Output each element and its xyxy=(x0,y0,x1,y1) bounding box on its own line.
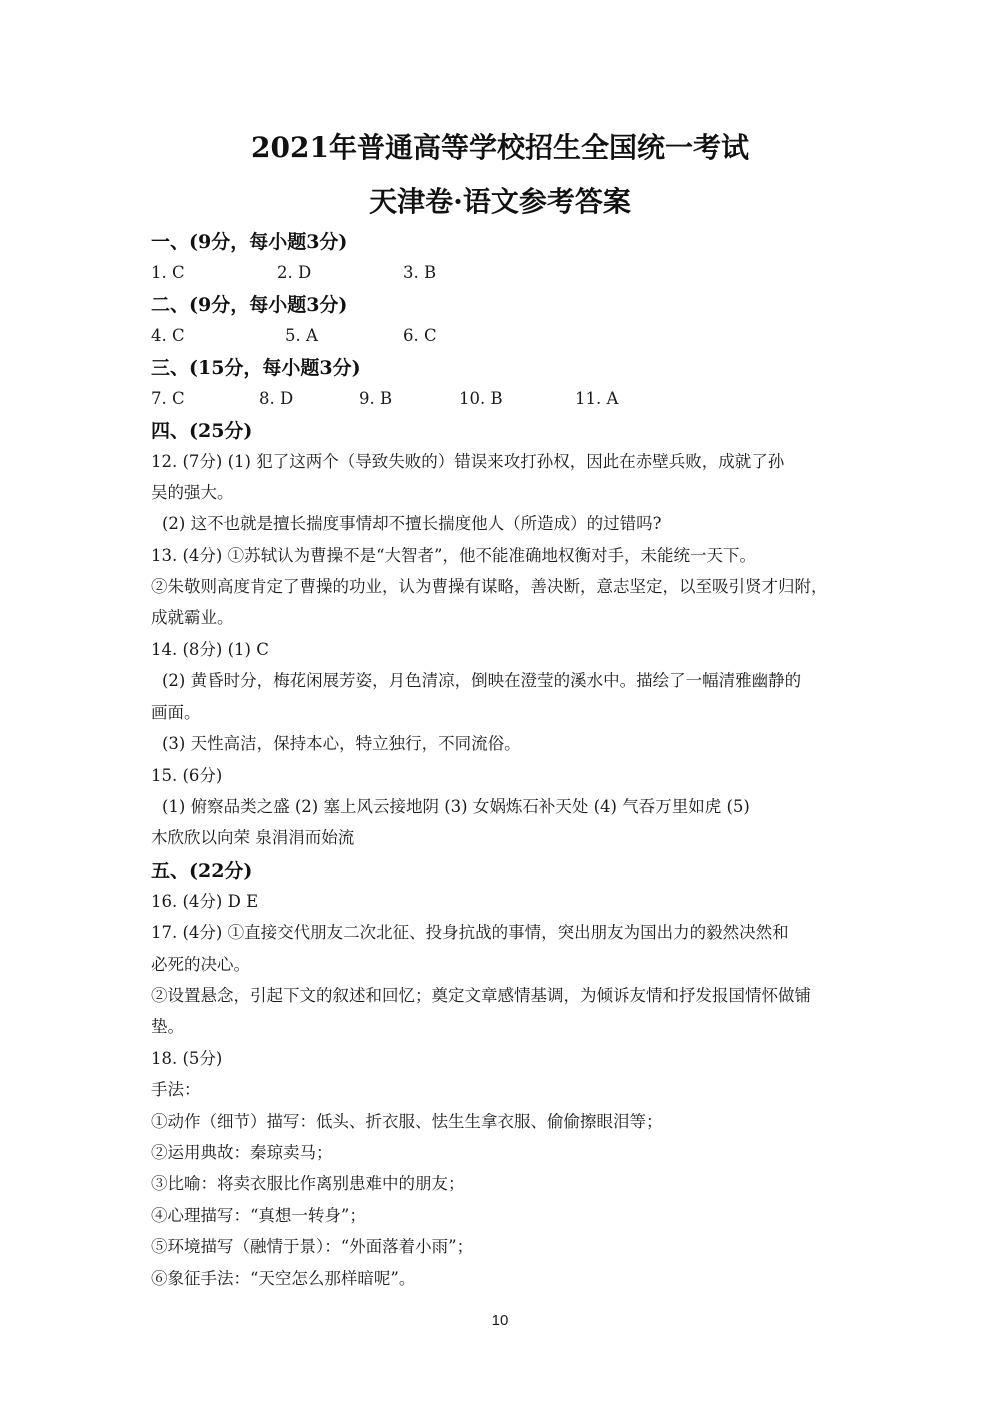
text-line: (2) 这不也就是擅长揣度事情却不擅长揣度他人（所造成）的过错吗? xyxy=(162,514,662,533)
section-heading-2: 二、(9分，每小题3分) xyxy=(151,294,348,316)
text-line: 必死的决心。 xyxy=(151,955,250,974)
section-heading-3: 三、(15分，每小题3分) xyxy=(151,357,361,379)
answer-8: 8. D xyxy=(259,389,294,408)
answer-2: 2. D xyxy=(277,263,312,282)
text-line: ⑥象征手法：“天空怎么那样暗呢”。 xyxy=(151,1269,416,1288)
text-line: 14. (8分) (1) C xyxy=(151,640,269,659)
page-subtitle: 天津卷·语文参考答案 xyxy=(369,185,631,218)
text-line: (3) 天性高洁，保持本心，特立独行，不同流俗。 xyxy=(162,734,521,753)
section-heading-5: 五、(22分) xyxy=(151,860,253,882)
text-line: 垫。 xyxy=(151,1017,184,1036)
text-line: (2) 黄昏时分，梅花闲展芳姿，月色清凉，倒映在澄莹的溪水中。描绘了一幅清雅幽静的 xyxy=(162,671,802,690)
text-line: 吴的强大。 xyxy=(151,483,234,502)
page-title: 2021年普通高等学校招生全国统一考试 xyxy=(251,131,749,164)
text-line: 木欣欣以向荣 泉涓涓而始流 xyxy=(151,828,355,847)
text-line: ②设置悬念，引起下文的叙述和回忆；奠定文章感情基调，为倾诉友情和抒发报国情怀做铺 xyxy=(151,986,811,1005)
text-line: 18. (5分) xyxy=(151,1049,223,1068)
answer-6: 6. C xyxy=(403,326,437,345)
text-line: (1) 俯察品类之盛 (2) 塞上风云接地阴 (3) 女娲炼石补天处 (4) 气吞万里如虎 (5) xyxy=(162,797,750,816)
text-line: 15. (6分) xyxy=(151,766,223,785)
text-line: 12. (7分) (1) 犯了这两个（导致失败的）错误来攻打孙权，因此在赤壁兵败，成就了孙 xyxy=(151,452,785,471)
section-heading-1: 一、(9分，每小题3分) xyxy=(151,231,348,253)
answer-4: 4. C xyxy=(151,326,185,345)
text-line: ②运用典故：秦琼卖马； xyxy=(151,1143,333,1162)
text-line: 成就霸业。 xyxy=(151,608,234,627)
answer-11: 11. A xyxy=(575,389,619,408)
answer-3: 3. B xyxy=(403,263,437,282)
text-line: ①动作（细节）描写：低头、折衣服、怯生生拿衣服、偷偷擦眼泪等； xyxy=(151,1112,663,1131)
page-number: 10 xyxy=(491,1312,509,1329)
answer-9: 9. B xyxy=(359,389,393,408)
answer-7: 7. C xyxy=(151,389,185,408)
text-line: ④心理描写：“真想一转身”； xyxy=(151,1206,366,1225)
answer-10: 10. B xyxy=(459,389,503,408)
text-line: ⑤环境描写（融情于景）：“外面落着小雨”； xyxy=(151,1237,474,1256)
text-line: 画面。 xyxy=(151,703,201,722)
answer-5: 5. A xyxy=(285,326,318,345)
text-line: 16. (4分) D E xyxy=(151,892,259,911)
text-line: 手法： xyxy=(151,1080,201,1099)
section-heading-4: 四、(25分) xyxy=(151,420,253,442)
text-line: 13. (4分) ①苏轼认为曹操不是“大智者”，他不能准确地权衡对手，未能统一天下。 xyxy=(151,546,756,565)
text-line: ②朱敬则高度肯定了曹操的功业，认为曹操有谋略，善决断，意志坚定，以至吸引贤才归附， xyxy=(151,577,828,596)
text-line: ③比喻：将卖衣服比作离别患难中的朋友； xyxy=(151,1174,465,1193)
text-line: 17. (4分) ①直接交代朋友二次北征、投身抗战的事情，突出朋友为国出力的毅然决然和 xyxy=(151,923,789,942)
answer-1: 1. C xyxy=(151,263,185,282)
